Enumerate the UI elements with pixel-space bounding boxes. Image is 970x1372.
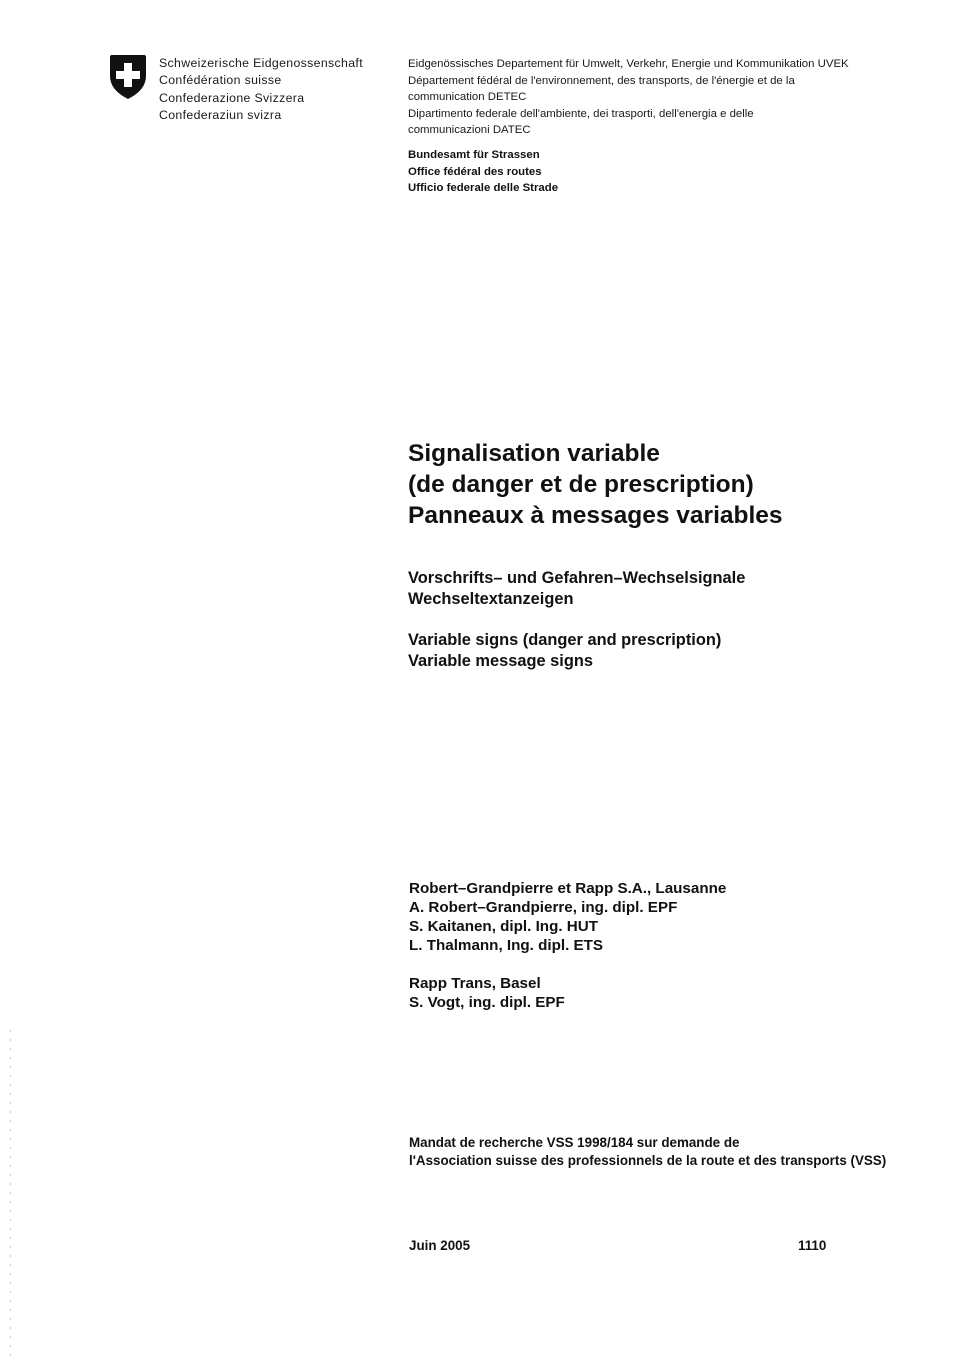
department-line: communication DETEC [408,91,527,104]
authors-group-basel [409,974,565,1012]
confederation-names [159,55,363,125]
title-line: Signalisation variable [408,440,660,467]
department-block [408,56,849,139]
subtitle-german [408,568,745,610]
author-line: Robert–Grandpierre et Rapp S.A., Lausanne [409,880,727,897]
subtitle-line: Vorschrifts– und Gefahren–Wechselsignale [408,569,746,587]
office-block [408,147,558,197]
scan-edge-mark [10,1030,11,1360]
department-line: Dipartimento federale dell'ambiente, dei trasporti, dell'energia e delle [408,107,754,120]
subtitle-line: Variable message signs [408,652,593,670]
author-line: S. Kaitanen, dipl. Ing. HUT [409,918,599,935]
subtitle-line: Variable signs (danger and prescription) [408,631,722,649]
author-line: S. Vogt, ing. dipl. EPF [409,994,565,1011]
office-line: Bundesamt für Strassen [408,149,540,161]
document-title [408,438,783,531]
department-line: Département fédéral de l'environnement, des transports, de l'énergie et de la [408,74,795,87]
subtitle-line: Wechseltextanzeigen [408,590,574,608]
title-line: (de danger et de prescription) [408,471,754,498]
swiss-shield-icon [108,54,148,100]
office-line: Ufficio federale delle Strade [408,182,559,195]
subtitle-english [408,630,721,672]
author-line: L. Thalmann, Ing. dipl. ETS [409,937,604,954]
confederation-name-it: Confederazione Svizzera [159,90,305,105]
authors-group-lausanne [409,879,726,955]
title-line: Panneaux à messages variables [408,502,783,529]
confederation-name-de: Schweizerische Eidgenossenschaft [159,56,363,70]
department-line: Eidgenössisches Departement für Umwelt, Verkehr, Energie und Kommunikation UVEK [408,58,849,70]
author-line: A. Robert–Grandpierre, ing. dipl. EPF [409,899,678,916]
confederation-name-fr: Confédération suisse [159,73,282,88]
mandate-line: l'Association suisse des professionnels de la route et des transports (VSS) [409,1153,887,1168]
research-mandate [409,1134,886,1170]
office-line: Office fédéral des routes [408,165,542,178]
confederation-name-rm: Confederaziun svizra [159,108,282,123]
author-line: Rapp Trans, Basel [409,975,541,992]
report-number: 1110 [798,1238,827,1253]
mandate-line: Mandat de recherche VSS 1998/184 sur demande de [409,1135,740,1150]
publication-date: Juin 2005 [409,1238,471,1253]
department-line: communicazioni DATEC [408,124,531,137]
